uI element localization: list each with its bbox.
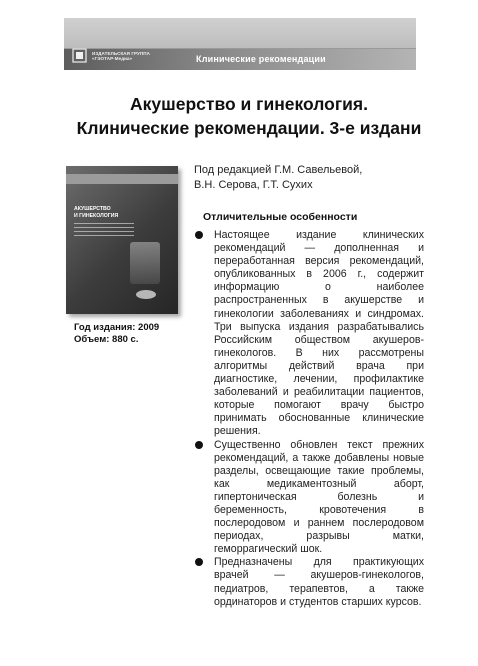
bullet-icon [195, 558, 203, 566]
editors [194, 163, 362, 193]
features-list [194, 229, 424, 609]
book-title-line-1: Акушерство и гинекология. [130, 94, 368, 114]
feature-item [194, 439, 424, 557]
publisher-line-2: «ГЭОТАР-Медиа» [92, 56, 133, 61]
publication-year: Год издания: 2009 [74, 322, 160, 333]
feature-item [194, 229, 424, 439]
features-heading: Отличительные особенности [203, 211, 358, 223]
editors-line-1: Под редакцией Г.М. Савельевой, [194, 164, 363, 176]
cover-band [66, 174, 178, 184]
feature-text: Предназначены для практикующих врачей — акушеров-гинекологов, педиатров, терапевтов, а также ординаторов и студентов старших курсов. [214, 556, 424, 608]
cover-subtitle-lines [74, 223, 134, 237]
bullet-icon [195, 231, 203, 239]
book-cover-image [66, 166, 178, 314]
banner-top-strip [64, 18, 416, 49]
editors-line-2: В.Н. Серова, Г.Т. Сухих [194, 179, 313, 191]
cover-title-line-2: И ГИНЕКОЛОГИЯ [74, 213, 119, 219]
feature-text: Существенно обновлен текст прежних рекомендаций, а также добавлены новые разделы, освещающие такие проблемы, как медикаментозный аборт, гипертоническая болезнь и беременность, кровотечения в послеродовом и раннем послеродовом периодах, разрывы матки, геморрагический шок. [214, 438, 424, 556]
publisher-name [92, 51, 150, 61]
book-title-line-2: Клинические рекомендации. 3-е издани [76, 118, 422, 138]
series-banner [64, 18, 416, 70]
feature-text: Настоящее издание клинических рекомендаций — дополненная и переработанная версия рекомендаций, опубликованных в 2006 г., содержит информацию о наиболее распространенных в акушерстве и гинекологии заболеваниях и синдромах. Три выпуска издания разрабатывались Российским обществом акушеров-гинекологов. В них рассмотрены алгоритмы действий врача при диагностике, лечении, профилактике заболеваний и реабилитации пациентов, которые помогают врачу быстро принимать обоснованные клинические решения. [214, 229, 424, 438]
publication-info [74, 322, 159, 346]
bullet-icon [195, 441, 203, 449]
page-count: Объем: 880 с. [74, 334, 139, 345]
publisher-logo-icon [72, 48, 87, 63]
cover-title-line-1: АКУШЕРСТВО [74, 206, 111, 212]
cover-publisher-logo-icon [136, 290, 156, 299]
cover-illustration [130, 242, 160, 284]
series-title: Клинические рекомендации [196, 54, 326, 64]
publisher-line-1: ИЗДАТЕЛЬСКАЯ ГРУППА [92, 51, 150, 56]
feature-item [194, 556, 424, 608]
book-title [64, 92, 434, 140]
